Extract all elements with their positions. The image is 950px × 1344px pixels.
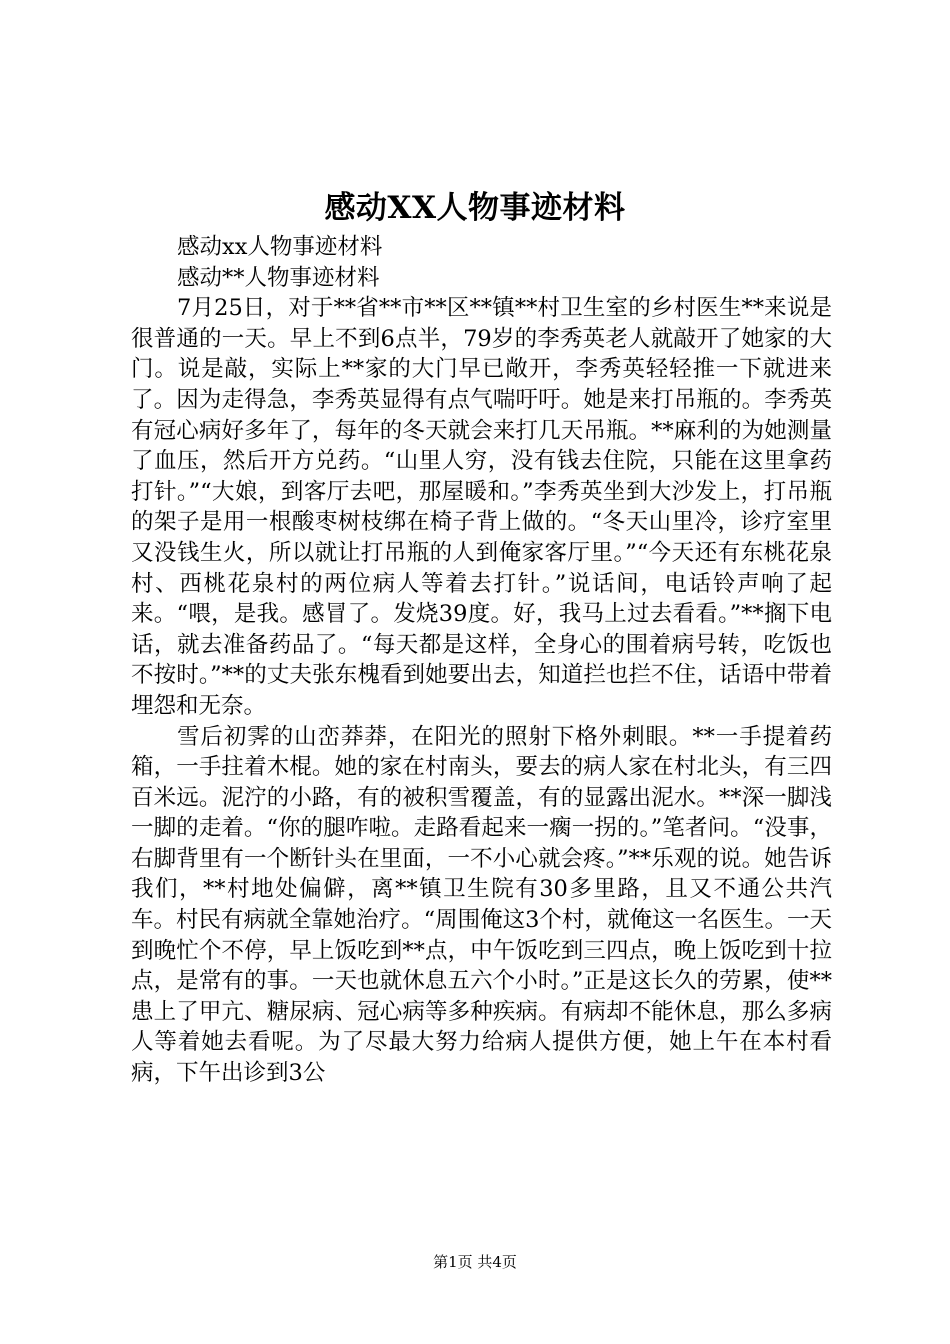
page-footer: 第1页 共4页 [433,1253,517,1271]
document-body [131,232,832,1089]
paragraph-2: 雪后初霁的山峦莽莽，在阳光的照射下格外刺眼。**一手提着药箱，一手拄着木棍。她的家在村南头，要去的病人家在村北头，有三四百米远。泥泞的小路，有的被积雪覆盖，有的显露出泥水。**深一脚浅一脚的走着。“你的腿咋啦。走路看起来一瘸一拐的。”笔者问。“没事，右脚背里有一个断针头在里面，一不小心就会疼。”**乐观的说。她告诉我们，**村地处偏僻，离**镇卫生院有30多里路，且又不通公共汽车。村民有病就全靠她治疗。“周围俺这3个村，就俺这一名医生。一天到晚忙个不停，早上饭吃到**点，中午饭吃到三四点，晚上饭吃到十拉点，是常有的事。一天也就休息五六个小时。”正是这长久的劳累，使**患上了甲亢、糖尿病、冠心病等多种疾病。有病却不能休息，那么多病人等着她去看呢。为了尽最大努力给病人提供方便，她上午在本村看病，下午出诊到3公 [131,723,832,1087]
paragraph-1: 7月25日，对于**省**市**区**镇**村卫生室的乡村医生**来说是很普通的一天。早上不到6点半，79岁的李秀英老人就敲开了她家的大门。说是敲，实际上**家的大门早已敞开，李秀英轻轻推一下就进来了。因为走得急，李秀英显得有点气喘吁吁。她是来打吊瓶的。李秀英有冠心病好多年了，每年的冬天就会来打几天吊瓶。**麻利的为她测量了血压，然后开方兑药。“山里人穷，没有钱去住院，只能在这里拿药打针。”“大娘，到客厅去吧，那屋暖和。”李秀英坐到大沙发上，打吊瓶的架子是用一根酸枣树枝绑在椅子背上做的。“冬天山里冷，诊疗室里又没钱生火，所以就让打吊瓶的人到俺家客厅里。”“今天还有东桃花泉村、西桃花泉村的两位病人等着去打针。”说话间，电话铃声响了起来。“喂，是我。感冒了。发烧39度。好，我马上过去看看。”**搁下电话，就去准备药品了。“每天都是这样，全身心的围着病号转，吃饭也不按时。”**的丈夫张东槐看到她要出去，知道拦也拦不住，话语中带着埋怨和无奈。 [131,295,832,719]
document-title: 感动XX人物事迹材料 [324,190,626,226]
subheading-stars: 感动**人物事迹材料 [177,264,380,291]
subheading-xx: 感动xx人物事迹材料 [177,234,383,260]
